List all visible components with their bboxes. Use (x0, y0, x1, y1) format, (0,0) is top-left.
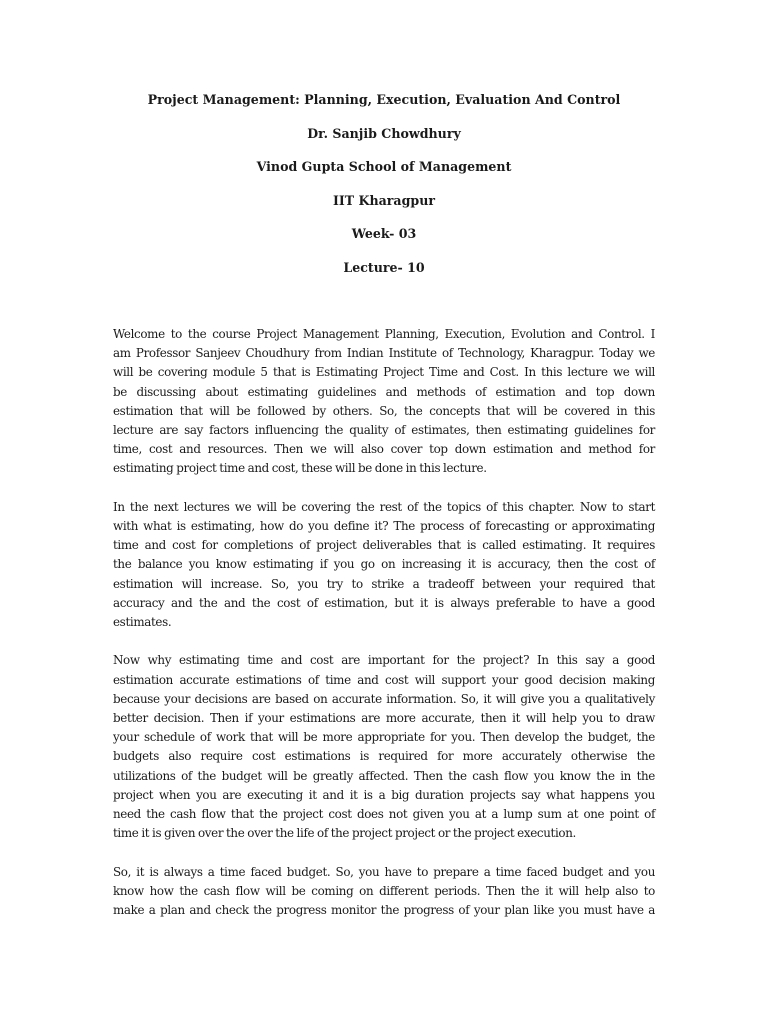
text-line: budgets also require cost estimations is required for more accurately otherwise the (113, 749, 655, 764)
text-line: In the next lectures we will be covering the rest of the topics of this chapter. Now to start (113, 499, 655, 514)
text-line: So, it is always a time faced budget. So, you have to prepare a time faced budget and you (113, 864, 655, 879)
institute-name: IIT Kharagpur (333, 192, 435, 208)
text-line: estimation accurate estimations of time and cost will support your good decision making (113, 672, 655, 687)
text-line: because your decisions are based on accurate information. So, it will give you a qualitatively (113, 691, 655, 706)
text-line: time it is given over the over the life of the project project or the project execution. (113, 826, 576, 841)
text-line: time, cost and resources. Then we will also cover top down estimation and method for (113, 442, 655, 457)
text-line: estimation that will be followed by others. So, the concepts that will be covered in this (113, 403, 655, 418)
text-line: am Professor Sanjeev Choudhury from Indian Institute of Technology, Kharagpur. Today we (113, 346, 655, 361)
text-line: project when you are executing it and it is a big duration projects say what happens you (113, 787, 655, 802)
school-name: Vinod Gupta School of Management (256, 159, 512, 174)
text-line: accuracy and the and the cost of estimation, but it is always preferable to have a good (113, 595, 655, 610)
week-label: Week- 03 (351, 226, 417, 241)
author-name: Dr. Sanjib Chowdhury (307, 125, 461, 141)
paragraph-3 (113, 651, 655, 843)
text-line: be discussing about estimating guidelines and methods of estimation and top down (113, 384, 655, 399)
text-line: know how the cash flow will be coming on different periods. Then the it will help also to (113, 883, 655, 898)
text-line: estimation will increase. So, you try to strike a tradeoff between your required that (113, 576, 655, 591)
paragraph-4 (113, 863, 655, 921)
text-line: estimates. (113, 615, 172, 630)
text-line: Welcome to the course Project Management Planning, Execution, Evolution and Control. I (113, 327, 655, 341)
paragraph-2 (113, 498, 655, 632)
transcript-body (113, 325, 655, 920)
text-line: estimating project time and cost, these will be done in this lecture. (113, 461, 487, 476)
lecture-label: Lecture- 10 (343, 259, 425, 275)
text-line: with what is estimating, how do you define it? The process of forecasting or approximating (113, 519, 655, 534)
text-line: your schedule of work that will be more appropriate for you. Then develop the budget, the (113, 730, 655, 745)
text-line: time and cost for completions of project deliverables that is called estimating. It requires (113, 538, 655, 553)
document-header (0, 92, 768, 293)
course-title: Project Management: Planning, Execution, Evaluation And Control (147, 92, 621, 107)
text-line: will be covering module 5 that is Estimating Project Time and Cost. In this lecture we will (113, 365, 655, 380)
text-line: make a plan and check the progress monitor the progress of your plan like you must have a (113, 903, 655, 918)
text-line: need the cash flow that the project cost does not given you at a lump sum at one point of (113, 807, 655, 822)
text-line: Now why estimating time and cost are important for the project? In this say a good (113, 653, 655, 668)
text-line: the balance you know estimating if you go on increasing it is accuracy, then the cost of (113, 557, 655, 572)
paragraph-1 (113, 325, 655, 479)
text-line: lecture are say factors influencing the quality of estimates, then estimating guidelines for (113, 423, 655, 438)
text-line: better decision. Then if your estimations are more accurate, then it will help you to draw (113, 711, 655, 726)
text-line: utilizations of the budget will be greatly affected. Then the cash flow you know the in the (113, 768, 655, 783)
